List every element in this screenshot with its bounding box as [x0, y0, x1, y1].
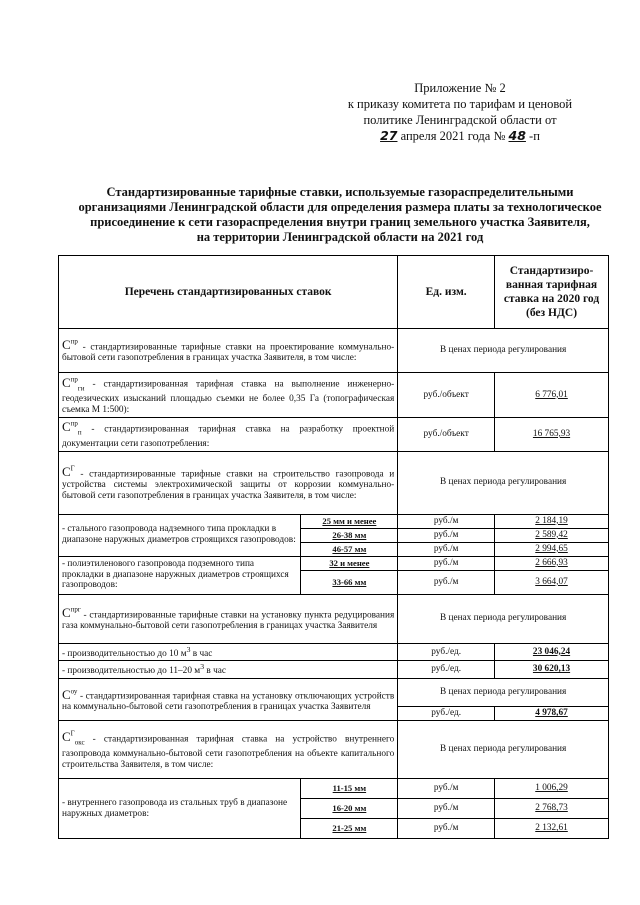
range-cell: 46-57 мм	[301, 542, 398, 556]
unit-cell: руб./объект	[398, 418, 495, 452]
unit-cell: руб./м	[398, 542, 495, 556]
unit-cell: руб./м	[398, 528, 495, 542]
table-row: - производительностью до 11–20 $м^3$ в час руб./ед. 30 620,13	[59, 661, 609, 679]
range-cell: 32 и менее	[301, 556, 398, 570]
value-cell: 2 132,61	[495, 819, 609, 839]
header-rate: Стандартизиро-ванная тарифная ставка на 2020 год (без НДС)	[495, 256, 609, 329]
table-row: $С^{пр}$ - стандартизированные тарифные ставки на проектирование коммунально-бытовой сети газопотребления в границах участка Заявителя, в том числе: В ценах периода регулирования	[59, 329, 609, 373]
row-text: - стандартизированные тарифные ставки на проектирование коммунально-бытовой сети газопотребления в границах участка Заявителя, в том числе:	[62, 342, 395, 364]
period-note: В ценах периода регулирования	[398, 721, 609, 779]
table-header-row	[59, 256, 609, 329]
value-cell: 2 994,65	[495, 542, 609, 556]
unit-cell: руб./м	[398, 779, 495, 799]
row-text: - стандартизированная тарифная ставка на разработку проектной документации сети газопотребления:	[62, 424, 395, 449]
title-line-2: организациями Ленинградской области для определения размера платы за технологическое	[78, 200, 602, 214]
unit-cell: руб./м	[398, 819, 495, 839]
appendix-title: Приложение № 2	[414, 81, 506, 95]
range-cell: 26-38 мм	[301, 528, 398, 542]
table-row: $С^Г_{окс}$ - стандартизированная тарифная ставка на устройство внутреннего газопровода коммунально-бытовой сети газопотребления на объекте капитального строительства Заявителя, в том числе: В ценах периода регулирования	[59, 721, 609, 779]
table-row: $С^Г$ - стандартизированные тарифные ставки на строительство газопровода и устройства системы электрохимической защиты от коррозии коммунально-бытовой сети газопотребления в границах участка Заявителя, в том числе: В ценах периода регулирования	[59, 451, 609, 514]
table-row	[59, 779, 609, 799]
unit-cell: руб./ед.	[398, 661, 495, 679]
appendix-block	[330, 80, 590, 144]
title-line-3: присоединение к сети газораспределения внутри границ земельного участка Заявителя,	[90, 215, 590, 229]
value-cell: 4 978,67	[495, 707, 609, 721]
table-row: - производительностью до 10 $м^3$ в час руб./ед. 23 046,24	[59, 643, 609, 661]
unit-cell: руб./м	[398, 556, 495, 570]
row-text: - стандартизированная тарифная ставка на установку отключающих устройств на коммунально-бытовой сети газопотребления в границах участка Заявителя	[62, 691, 395, 713]
period-note: В ценах периода регулирования	[398, 329, 609, 373]
appendix-order: к приказу комитета по тарифам и ценовой	[347, 97, 573, 111]
row-text: - стандартизированные тарифные ставки на строительство газопровода и устройства системы электрохимической защиты от коррозии коммунально-бытовой сети газопотребления в границах участка Заявителя, в том числе:	[62, 468, 395, 501]
range-cell: 21-25 мм	[301, 819, 398, 839]
row-text: - стандартизированная тарифная ставка на устройство внутреннего газопровода коммунально-бытовой сети газопотребления на объекте капитального строительства Заявителя, в том числе:	[62, 734, 395, 770]
value-cell: 2 184,19	[495, 514, 609, 528]
unit-cell: руб./м	[398, 570, 495, 594]
row-text: - стандартизированные тарифные ставки на установку пункта редуцирования газа коммунально-бытовой сети газопотребления в границах участка Заявителя	[62, 610, 395, 632]
document-title	[70, 185, 610, 245]
inner-text: - внутреннего газопровода из стальных труб в диапазоне наружных диаметров:	[59, 779, 301, 839]
appendix-committee: политике Ленинградской области от	[363, 113, 557, 127]
value-cell: 23 046,24	[495, 643, 609, 661]
appendix-date	[330, 128, 590, 144]
table-row: $С^{прг}$ - стандартизированные тарифные ставки на установку пункта редуцирования газа коммунально-бытовой сети газопотребления в границах участка Заявителя В ценах периода регулирования	[59, 594, 609, 643]
value-cell: 16 765,93	[495, 418, 609, 452]
table-row	[59, 514, 609, 528]
poly-text: - полиэтиленового газопровода подземного типа прокладки в диапазоне наружных диаметров строящихся газопроводов:	[59, 556, 301, 594]
range-cell: 11-15 мм	[301, 779, 398, 799]
period-note: В ценах периода регулирования	[398, 451, 609, 514]
value-cell: 1 006,29	[495, 779, 609, 799]
range-cell: 16-20 мм	[301, 799, 398, 819]
table-row: $С^{пр}_п$ - стандартизированная тарифная ставка на разработку проектной документации сети газопотребления: руб./объект 16 765,93	[59, 418, 609, 452]
value-cell: 30 620,13	[495, 661, 609, 679]
value-cell: 2 666,93	[495, 556, 609, 570]
range-cell: 33-66 мм	[301, 570, 398, 594]
steel-text: - стального газопровода надземного типа прокладки в диапазоне наружных диаметров строящихся газопроводов:	[59, 514, 301, 556]
title-line-1: Стандартизированные тарифные ставки, используемые газораспределительными	[106, 185, 574, 199]
table-row	[59, 556, 609, 570]
handwritten-number: 48	[508, 128, 526, 143]
number-suffix: -п	[525, 129, 540, 143]
table-row: $С^{оу}$ - стандартизированная тарифная ставка на установку отключающих устройств на коммунально-бытовой сети газопотребления в границах участка Заявителя В ценах периода регулирования	[59, 679, 609, 707]
unit-cell: руб./м	[398, 514, 495, 528]
date-text: апреля 2021 года №	[397, 129, 509, 143]
value-cell: 2 589,42	[495, 528, 609, 542]
period-note: В ценах периода регулирования	[398, 679, 609, 707]
unit-cell: руб./м	[398, 799, 495, 819]
period-note: В ценах периода регулирования	[398, 594, 609, 643]
header-unit: Ед. изм.	[398, 256, 495, 329]
unit-cell: руб./ед.	[398, 707, 495, 721]
header-list: Перечень стандартизированных ставок	[59, 256, 398, 329]
value-cell: 6 776,01	[495, 373, 609, 418]
rates-table	[58, 255, 609, 839]
handwritten-day: 27	[380, 128, 398, 143]
table-row: $С^{пр}_{ги}$ - стандартизированная тарифная ставка на выполнение инженерно-геодезических изысканий площадью съемки не более 0,35 Га (топографическая съемка М 1:500): руб./объект 6 776,01	[59, 373, 609, 418]
row-text: - стандартизированная тарифная ставка на выполнение инженерно-геодезических изысканий площадью съемки не более 0,35 Га (топографическая съемка М 1:500):	[62, 379, 395, 415]
unit-cell: руб./объект	[398, 373, 495, 418]
value-cell: 3 664,07	[495, 570, 609, 594]
unit-cell: руб./ед.	[398, 643, 495, 661]
range-cell: 25 мм и менее	[301, 514, 398, 528]
value-cell: 2 768,73	[495, 799, 609, 819]
title-line-4: на территории Ленинградской области на 2021 год	[196, 230, 484, 244]
